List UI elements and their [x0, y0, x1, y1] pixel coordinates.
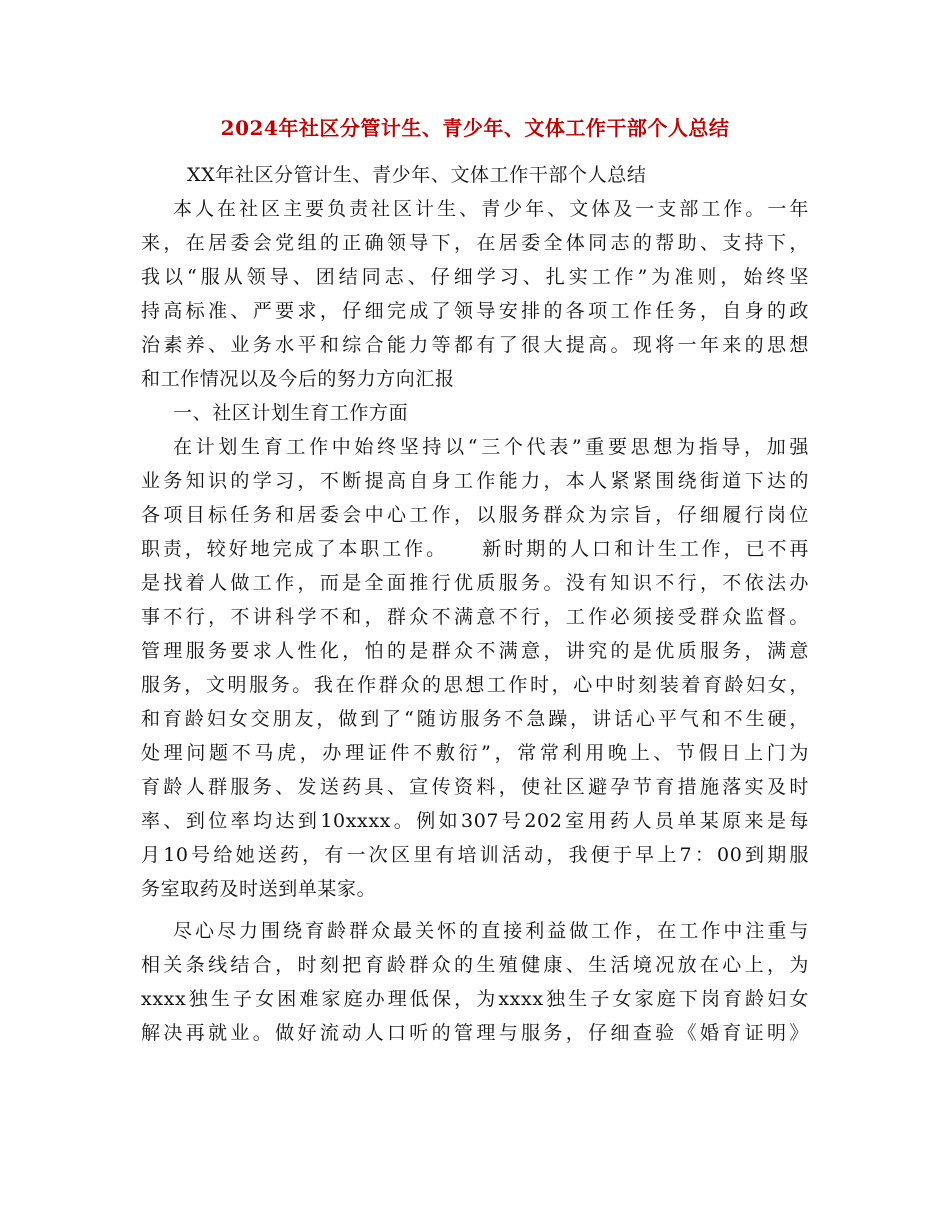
body-line: 月10号给她送药，有一次区里有培训活动，我便于早上7：00到期服 [141, 844, 809, 866]
body-line: 持高标准、严要求，仔细完成了领导安排的各项工作任务，自身的政 [141, 300, 809, 322]
body-line: 在计划生育工作中始终坚持以“三个代表”重要思想为指导，加强 [173, 436, 809, 458]
body-line: 务室取药及时送到单某家。 [141, 878, 377, 900]
body-line: 来，在居委会党组的正确领导下，在居委全体同志的帮助、支持下， [141, 232, 809, 254]
body-line: 育龄人群服务、发送药具、宣传资料，使社区避孕节育措施落实及时 [141, 776, 809, 798]
document-body [141, 158, 809, 1050]
body-line: 各项目标任务和居委会中心工作，以服务群众为宗旨，仔细履行岗位 [141, 504, 809, 526]
body-line: 业务知识的学习，不断提高自身工作能力，本人紧紧围绕街道下达的 [141, 470, 809, 492]
document-title: 2024年社区分管计生、青少年、文体工作干部个人总结 [220, 116, 730, 140]
body-line: 管理服务要求人性化，怕的是群众不满意，讲究的是优质服务，满意 [141, 640, 809, 662]
section-heading: 一、社区计划生育工作方面 [173, 402, 409, 424]
body-line: 我以“服从领导、团结同志、仔细学习、扎实工作”为准则，始终坚 [141, 266, 809, 288]
body-line: 和育龄妇女交朋友，做到了“随访服务不急躁，讲话心平气和不生硬， [141, 708, 809, 730]
body-line: 事不行，不讲科学不和，群众不满意不行，工作必须接受群众监督。 [141, 606, 809, 628]
body-line: 和工作情况以及今后的努力方向汇报 [141, 368, 455, 390]
paragraph-gap [141, 906, 809, 914]
body-line: XX年社区分管计生、青少年、文体工作干部个人总结 [187, 164, 647, 186]
body-line: 服务，文明服务。我在作群众的思想工作时，心中时刻装着育龄妇女， [141, 674, 809, 696]
body-line: 本人在社区主要负责社区计生、青少年、文体及一支部工作。一年 [173, 198, 809, 220]
body-line: 是找着人做工作，而是全面推行优质服务。没有知识不行，不依法办 [141, 572, 809, 594]
body-line: xxxx独生子女困难家庭办理低保，为xxxx独生子女家庭下岗育龄妇女 [141, 988, 809, 1010]
body-line: 相关条线结合，时刻把育龄群众的生殖健康、生活境况放在心上，为 [141, 954, 809, 976]
body-line: 率、到位率均达到10xxxx。例如307号202室用药人员单某原来是每 [141, 810, 809, 832]
body-line: 处理问题不马虎，办理证件不敷衍”，常常利用晚上、节假日上门为 [141, 742, 809, 764]
body-line: 职责，较好地完成了本职工作。 新时期的人口和计生工作，已不再 [141, 538, 809, 560]
body-line: 尽心尽力围绕育龄群众最关怀的直接利益做工作，在工作中注重与 [173, 920, 809, 942]
body-line: 治素养、业务水平和综合能力等都有了很大提高。现将一年来的思想 [141, 334, 809, 356]
body-line: 解决再就业。做好流动人口听的管理与服务，仔细查验《婚育证明》 [141, 1022, 809, 1044]
